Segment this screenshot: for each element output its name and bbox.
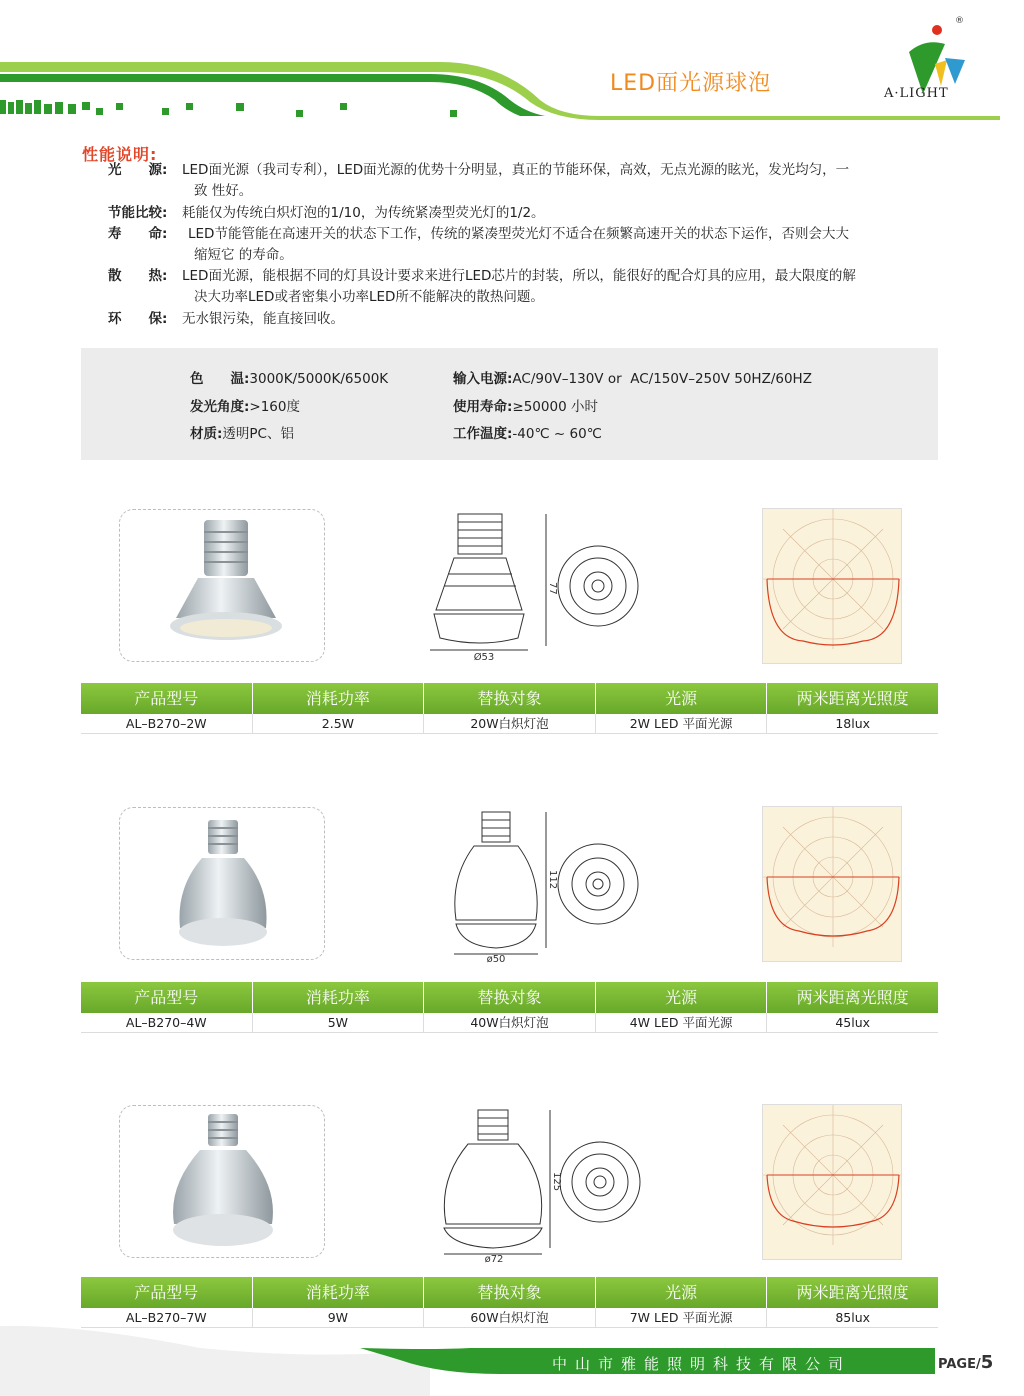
diameter-label: ø72 xyxy=(484,1254,504,1264)
pixel-decoration xyxy=(96,108,103,115)
pixel-decoration xyxy=(296,110,303,117)
product-table xyxy=(81,683,938,734)
diameter-label: ø50 xyxy=(486,954,506,963)
cell-replace: 60W白炽灯泡 xyxy=(424,1308,596,1327)
pixel-decoration xyxy=(340,103,347,110)
pixel-decoration xyxy=(34,100,41,114)
cell-replace: 40W白炽灯泡 xyxy=(424,1013,596,1032)
property-text: 缩短它 的寿命。 xyxy=(194,247,293,263)
height-label: 77 xyxy=(547,582,558,595)
header-source: 光源 xyxy=(596,1277,768,1308)
table-row xyxy=(81,714,938,734)
brand-name: A·LIGHT xyxy=(884,86,949,101)
pixel-decoration xyxy=(44,104,52,114)
header-source: 光源 xyxy=(596,683,768,714)
table-header xyxy=(81,982,938,1013)
header-power: 消耗功率 xyxy=(253,683,425,714)
header-model: 产品型号 xyxy=(81,1277,253,1308)
property-text: 耗能仅为传统白炽灯泡的1/10，为传统紧凑型荧光灯的1/2。 xyxy=(182,205,545,221)
header-source: 光源 xyxy=(596,982,768,1013)
height-label: 112 xyxy=(547,870,558,890)
bulb-photo xyxy=(120,510,326,663)
company-name: 中山市雅能照明科技有限公司 xyxy=(552,1355,852,1373)
table-header xyxy=(81,683,938,714)
polar-chart xyxy=(762,1104,902,1260)
property-key: 寿 命: xyxy=(108,226,168,242)
header-power: 消耗功率 xyxy=(253,1277,425,1308)
cell-power: 5W xyxy=(253,1013,425,1032)
polar-diagram xyxy=(763,509,902,664)
table-header xyxy=(81,1277,938,1308)
cell-replace: 20W白炽灯泡 xyxy=(424,714,596,733)
property-text: LED面光源（我司专利），LED面光源的优势十分明显，真正的节能环保，高效，无点光源的眩光，发光均匀，一 xyxy=(182,162,850,178)
cell-source: 4W LED 平面光源 xyxy=(596,1013,768,1032)
footer-swoosh xyxy=(0,1320,1024,1396)
polar-diagram xyxy=(763,1105,902,1260)
polar-chart xyxy=(762,508,902,664)
pixel-decoration xyxy=(116,103,123,110)
polar-diagram xyxy=(763,807,902,962)
polar-chart xyxy=(762,806,902,962)
property-key: 节能比较: xyxy=(108,205,168,221)
pixel-decoration xyxy=(68,104,76,114)
property-text: 无水银污染，能直接回收。 xyxy=(182,311,344,327)
header-model: 产品型号 xyxy=(81,982,253,1013)
page-number: PAGE/5 xyxy=(938,1352,994,1373)
pixel-decoration xyxy=(186,103,193,110)
pixel-decoration xyxy=(8,102,14,114)
cell-model: AL–B270–7W xyxy=(81,1308,253,1327)
dimension-drawing xyxy=(438,808,648,963)
header-lux: 两米距离光照度 xyxy=(796,988,909,1007)
spec-input: 输入电源:AC/90V–130V or AC/150V–250V 50HZ/60HZ xyxy=(453,371,812,387)
section-title: 性能说明: xyxy=(82,145,158,164)
property-text: LED节能管能在高速开关的状态下工作，传统的紧凑型荧光灯不适合在频繁高速开关的状态下运作，否则会大大 xyxy=(188,226,849,242)
header-replace: 替换对象 xyxy=(424,683,596,714)
cell-power: 9W xyxy=(253,1308,425,1327)
property-key: 散 热: xyxy=(108,268,168,284)
pixel-decoration xyxy=(162,108,169,115)
table-row xyxy=(81,1013,938,1033)
spec-life: 使用寿命:≥50000 小时 xyxy=(453,399,598,415)
diameter-label: Ø53 xyxy=(473,652,495,663)
height-label: 125 xyxy=(551,1172,562,1192)
cell-power: 2.5W xyxy=(253,714,425,733)
pixel-decoration xyxy=(55,102,63,114)
product-table xyxy=(81,982,938,1033)
pixel-decoration xyxy=(0,100,6,114)
page-title: LED面光源球泡 xyxy=(610,71,772,96)
header-lux: 两米距离光照度 xyxy=(796,689,909,708)
property-key: 光 源: xyxy=(108,162,168,178)
bulb-photo xyxy=(120,1106,326,1259)
header-model: 产品型号 xyxy=(81,683,253,714)
header-power: 消耗功率 xyxy=(253,982,425,1013)
cell-lux: 18lux xyxy=(835,716,871,731)
pixel-decoration xyxy=(16,100,23,114)
property-key: 环 保: xyxy=(108,311,168,327)
pixel-decoration xyxy=(82,102,90,110)
product-photo-frame xyxy=(119,807,325,960)
cell-model: AL–B270–2W xyxy=(81,714,253,733)
header-replace: 替换对象 xyxy=(424,982,596,1013)
pixel-decoration xyxy=(236,103,244,111)
bulb-photo xyxy=(120,808,326,961)
dimension-drawing xyxy=(428,510,643,665)
cell-lux: 45lux xyxy=(835,1015,871,1030)
header-lux: 两米距离光照度 xyxy=(796,1283,909,1302)
product-photo-frame xyxy=(119,509,325,662)
cell-source: 2W LED 平面光源 xyxy=(596,714,768,733)
spec-temp: 工作温度:-40℃ ~ 60℃ xyxy=(453,426,602,442)
property-text: 致 性好。 xyxy=(194,183,253,199)
product-photo-frame xyxy=(119,1105,325,1258)
property-text: LED面光源，能根据不同的灯具设计要求来进行LED芯片的封装，所以，能很好的配合灯具的应用，最大限度的解 xyxy=(182,268,856,284)
spec-material: 材质:透明PC、铝 xyxy=(190,426,294,442)
cell-source: 7W LED 平面光源 xyxy=(596,1308,768,1327)
spec-color-temp: 色 温:3000K/5000K/6500K xyxy=(190,371,389,387)
cell-lux: 85lux xyxy=(835,1310,871,1325)
header-replace: 替换对象 xyxy=(424,1277,596,1308)
cell-model: AL–B270–4W xyxy=(81,1013,253,1032)
registered-mark: ® xyxy=(955,16,964,26)
dimension-drawing xyxy=(436,1106,648,1264)
pixel-decoration xyxy=(450,110,457,117)
pixel-decoration xyxy=(25,103,32,114)
header-swoosh xyxy=(0,0,1024,125)
spec-angle: 发光角度:>160度 xyxy=(190,399,300,415)
property-text: 决大功率LED或者密集小功率LED所不能解决的散热问题。 xyxy=(194,289,544,305)
